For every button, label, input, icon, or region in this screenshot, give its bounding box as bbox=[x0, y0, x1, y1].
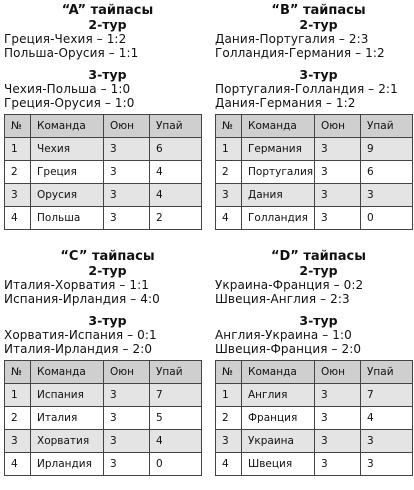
cell-played: 3 bbox=[315, 161, 361, 184]
cell-points: 6 bbox=[361, 161, 413, 184]
cell-team: Франция bbox=[242, 407, 315, 430]
table-row bbox=[5, 430, 202, 453]
standings-table bbox=[4, 114, 202, 230]
cell-played: 3 bbox=[104, 184, 150, 207]
round2-title: 2-тур bbox=[88, 263, 127, 278]
cell-number: 2 bbox=[5, 161, 31, 184]
header-points: Упай bbox=[361, 115, 413, 138]
table-header-row bbox=[5, 115, 202, 138]
cell-played: 3 bbox=[315, 430, 361, 453]
cell-points: 3 bbox=[361, 184, 413, 207]
group-title: “A” тайпасы bbox=[61, 3, 154, 18]
match-result: Португалия-Голландия – 2:1 bbox=[215, 82, 398, 96]
cell-number: 2 bbox=[5, 407, 31, 430]
cell-points: 6 bbox=[150, 138, 202, 161]
cell-team: Швеция bbox=[242, 453, 315, 476]
table-row bbox=[5, 184, 202, 207]
cell-number: 3 bbox=[216, 184, 242, 207]
round2-title: 2-тур bbox=[299, 263, 338, 278]
cell-played: 3 bbox=[315, 407, 361, 430]
match-result: Италия-Хорватия – 1:1 bbox=[4, 278, 149, 292]
cell-points: 3 bbox=[361, 430, 413, 453]
cell-team: Греция bbox=[31, 161, 104, 184]
header-number: № bbox=[5, 361, 31, 384]
cell-points: 0 bbox=[150, 453, 202, 476]
cell-points: 7 bbox=[150, 384, 202, 407]
round2-title: 2-тур bbox=[299, 17, 338, 32]
cell-number: 4 bbox=[5, 207, 31, 230]
match-result: Польша-Орусия – 1:1 bbox=[4, 46, 139, 60]
cell-points: 0 bbox=[361, 207, 413, 230]
header-points: Упай bbox=[361, 361, 413, 384]
header-points: Упай bbox=[150, 361, 202, 384]
cell-played: 3 bbox=[315, 207, 361, 230]
match-result: Голландия-Германия – 1:2 bbox=[215, 46, 385, 60]
header-team: Команда bbox=[242, 115, 315, 138]
header-played: Оюн bbox=[104, 361, 150, 384]
match-result: Чехия-Польша – 1:0 bbox=[4, 82, 131, 96]
standings-table bbox=[215, 114, 413, 230]
cell-played: 3 bbox=[315, 184, 361, 207]
cell-number: 4 bbox=[216, 453, 242, 476]
cell-played: 3 bbox=[104, 453, 150, 476]
cell-played: 3 bbox=[104, 430, 150, 453]
table-header-row bbox=[216, 361, 413, 384]
cell-points: 2 bbox=[150, 207, 202, 230]
cell-number: 4 bbox=[5, 453, 31, 476]
cell-played: 3 bbox=[104, 161, 150, 184]
cell-points: 4 bbox=[150, 161, 202, 184]
cell-points: 7 bbox=[361, 384, 413, 407]
match-result: Греция-Орусия – 1:0 bbox=[4, 96, 135, 110]
cell-played: 3 bbox=[104, 384, 150, 407]
table-row bbox=[5, 453, 202, 476]
standings-table bbox=[4, 360, 202, 476]
match-result: Дания-Португалия – 2:3 bbox=[215, 32, 369, 46]
table-row bbox=[5, 384, 202, 407]
cell-points: 4 bbox=[361, 407, 413, 430]
table-row bbox=[216, 430, 413, 453]
cell-number: 1 bbox=[216, 138, 242, 161]
header-played: Оюн bbox=[315, 361, 361, 384]
header-played: Оюн bbox=[315, 115, 361, 138]
cell-played: 3 bbox=[315, 138, 361, 161]
group-a bbox=[4, 4, 201, 230]
group-b bbox=[215, 4, 412, 230]
match-result: Швеция-Англия – 2:3 bbox=[215, 292, 350, 306]
cell-team: Италия bbox=[31, 407, 104, 430]
match-result: Швеция-Франция – 2:0 bbox=[215, 342, 362, 356]
table-row bbox=[216, 184, 413, 207]
group-title: “D” тайпасы bbox=[270, 249, 367, 264]
table-row bbox=[5, 407, 202, 430]
header-number: № bbox=[216, 361, 242, 384]
cell-number: 1 bbox=[216, 384, 242, 407]
cell-points: 3 bbox=[361, 453, 413, 476]
match-result: Испания-Ирландия – 4:0 bbox=[4, 292, 160, 306]
header-number: № bbox=[5, 115, 31, 138]
cell-number: 3 bbox=[216, 430, 242, 453]
round3-title: 3-тур bbox=[299, 67, 338, 82]
table-row bbox=[216, 207, 413, 230]
match-result: Греция-Чехия – 1:2 bbox=[4, 32, 127, 46]
round3-title: 3-тур bbox=[88, 313, 127, 328]
cell-played: 3 bbox=[104, 407, 150, 430]
cell-points: 5 bbox=[150, 407, 202, 430]
table-row bbox=[216, 161, 413, 184]
match-result: Англия-Украина – 1:0 bbox=[215, 328, 352, 342]
header-number: № bbox=[216, 115, 242, 138]
cell-team: Германия bbox=[242, 138, 315, 161]
header-team: Команда bbox=[31, 115, 104, 138]
table-row bbox=[5, 138, 202, 161]
cell-team: Голландия bbox=[242, 207, 315, 230]
cell-played: 3 bbox=[315, 453, 361, 476]
table-row bbox=[5, 207, 202, 230]
header-points: Упай bbox=[150, 115, 202, 138]
cell-points: 9 bbox=[361, 138, 413, 161]
cell-team: Чехия bbox=[31, 138, 104, 161]
cell-team: Ирландия bbox=[31, 453, 104, 476]
round3-title: 3-тур bbox=[299, 313, 338, 328]
match-result: Украина-Франция – 0:2 bbox=[215, 278, 364, 292]
header-team: Команда bbox=[31, 361, 104, 384]
cell-number: 3 bbox=[5, 184, 31, 207]
cell-team: Орусия bbox=[31, 184, 104, 207]
table-row bbox=[216, 384, 413, 407]
cell-number: 1 bbox=[5, 138, 31, 161]
cell-played: 3 bbox=[104, 207, 150, 230]
match-result: Италия-Ирландия – 2:0 bbox=[4, 342, 153, 356]
group-title: “C” тайпасы bbox=[60, 249, 155, 264]
cell-team: Хорватия bbox=[31, 430, 104, 453]
table-row bbox=[216, 407, 413, 430]
round2-title: 2-тур bbox=[88, 17, 127, 32]
header-team: Команда bbox=[242, 361, 315, 384]
cell-number: 4 bbox=[216, 207, 242, 230]
cell-played: 3 bbox=[104, 138, 150, 161]
table-header-row bbox=[216, 115, 413, 138]
cell-team: Испания bbox=[31, 384, 104, 407]
cell-points: 4 bbox=[150, 184, 202, 207]
cell-points: 4 bbox=[150, 430, 202, 453]
cell-team: Португалия bbox=[242, 161, 315, 184]
cell-number: 2 bbox=[216, 407, 242, 430]
round3-title: 3-тур bbox=[88, 67, 127, 82]
cell-team: Англия bbox=[242, 384, 315, 407]
group-d bbox=[215, 250, 412, 476]
table-row bbox=[5, 161, 202, 184]
group-title: “B” тайпасы bbox=[271, 3, 366, 18]
cell-number: 1 bbox=[5, 384, 31, 407]
table-header-row bbox=[5, 361, 202, 384]
cell-team: Дания bbox=[242, 184, 315, 207]
cell-number: 3 bbox=[5, 430, 31, 453]
cell-team: Украина bbox=[242, 430, 315, 453]
cell-team: Польша bbox=[31, 207, 104, 230]
cell-played: 3 bbox=[315, 384, 361, 407]
match-result: Дания-Германия – 1:2 bbox=[215, 96, 356, 110]
standings-table bbox=[215, 360, 413, 476]
table-row bbox=[216, 138, 413, 161]
match-result: Хорватия-Испания – 0:1 bbox=[4, 328, 157, 342]
cell-number: 2 bbox=[216, 161, 242, 184]
group-c bbox=[4, 250, 201, 476]
table-row bbox=[216, 453, 413, 476]
header-played: Оюн bbox=[104, 115, 150, 138]
